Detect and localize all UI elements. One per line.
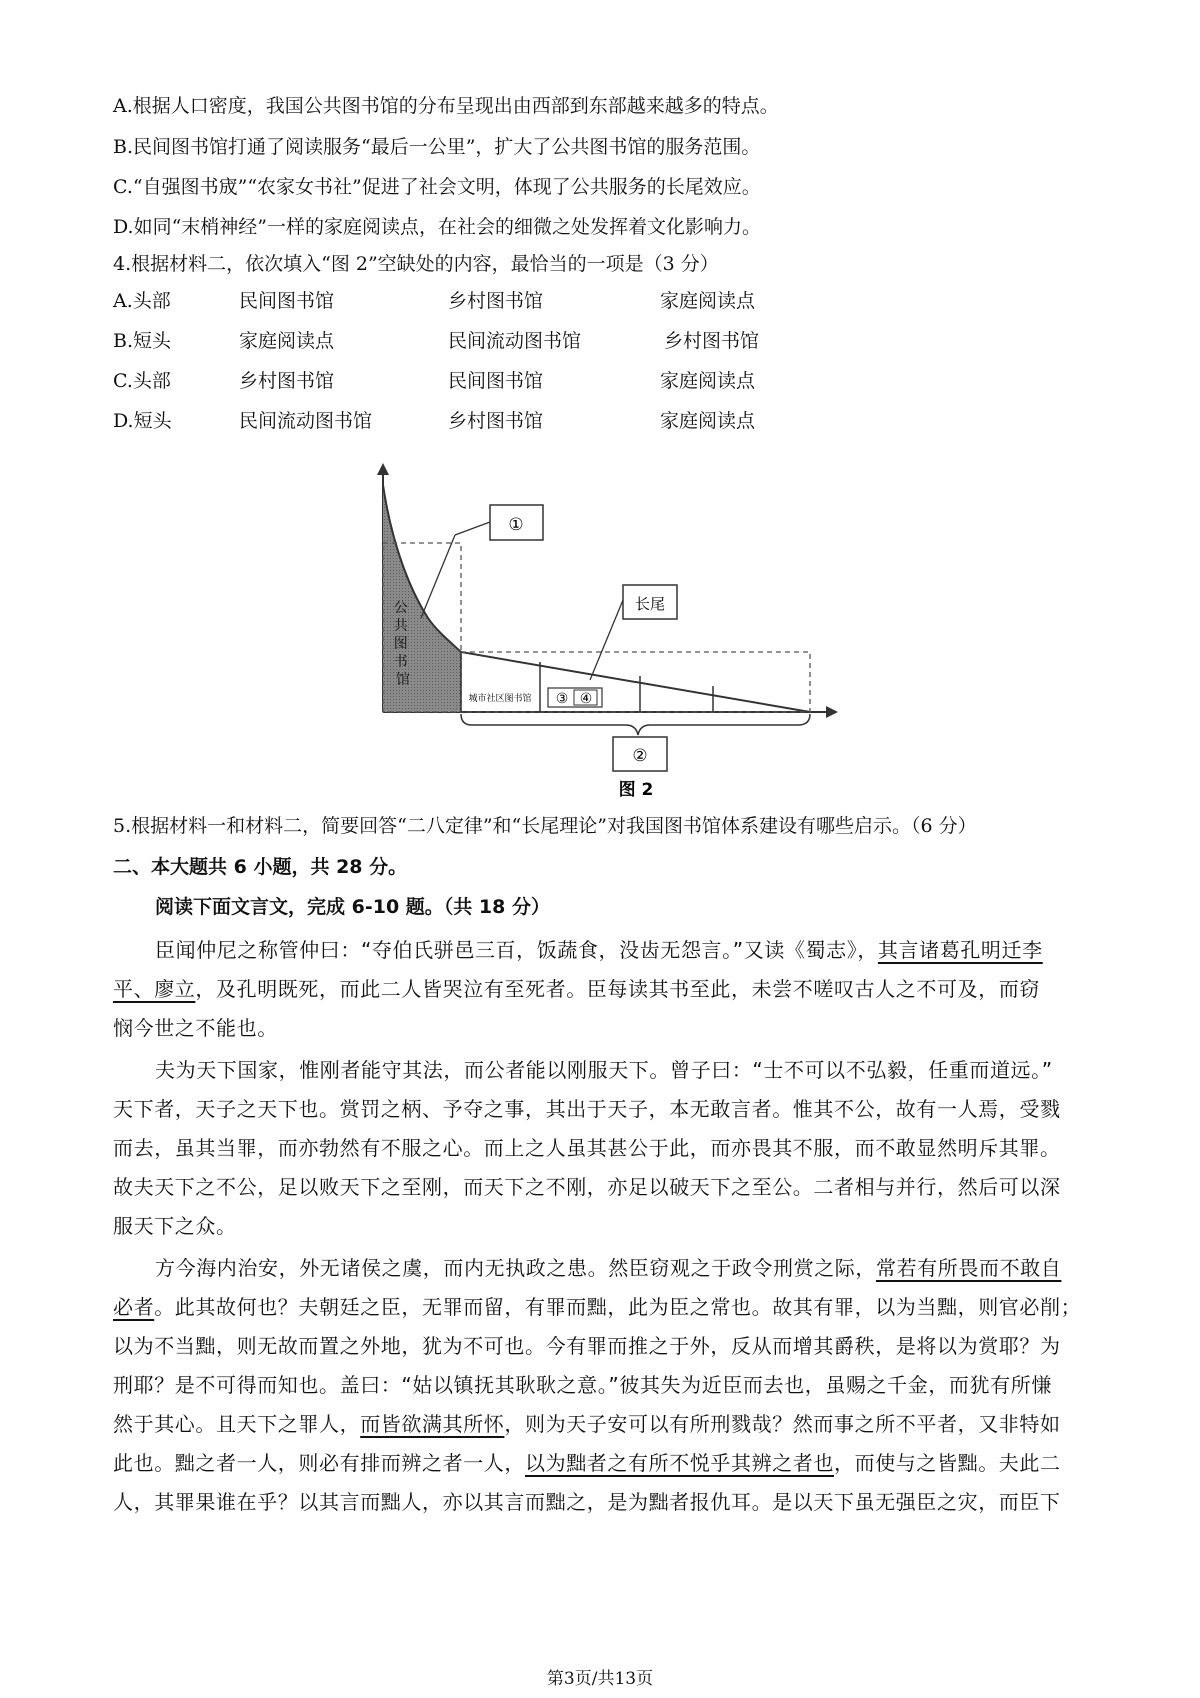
passage-text: 天下者，天子之天下也。赏罚之柄、予夺之事，其出于天子，本无敢言者。惟其不公，故有一人焉，受戮	[113, 1097, 1061, 1121]
blank-box-4-label: ④	[579, 691, 593, 707]
pointer-line	[421, 535, 455, 618]
figure-2-long-tail-diagram	[0, 0, 1200, 800]
q4-option-cell: 乡村图书馆	[448, 410, 544, 432]
passage-line	[113, 1444, 1101, 1483]
passage-text: ，则为天子安可以有所刑戮哉？然而事之所不平者，又非特如	[504, 1412, 1061, 1436]
page-number: 第3页/共13页	[546, 1669, 654, 1689]
option-3c: C.“自强图书宬”“农家女书社”促进了社会文明，体现了公共服务的长尾效应。	[113, 176, 761, 198]
q4-option-cell: 民间图书馆	[448, 370, 544, 392]
underlined-phrase: 而皆欲满其所怀	[360, 1412, 505, 1436]
passage-text: 臣闻仲尼之称管仲曰：“夺伯氏骈邑三百，饭蔬食，没齿无怨言。”又读《蜀志》，	[155, 938, 878, 962]
passage-text: 夫为天下国家，惟刚者能守其法，而公者能以刚服天下。曾子曰：“士不可以不弘毅，任重而道远。”	[155, 1058, 1053, 1082]
q4-option-label: B.短头	[113, 330, 172, 352]
passage-text: 此也。黜之者一人，则必有排而辨之者一人，	[113, 1451, 525, 1475]
q4-option-cell: 乡村图书馆	[448, 290, 544, 312]
community-library-label: 城市社区图书馆	[468, 694, 532, 704]
passage-text: 然于其心。且天下之罪人，	[113, 1412, 361, 1436]
q4-option-label: D.短头	[113, 410, 172, 432]
passage-line	[113, 1249, 1101, 1288]
section-2-instruction: 阅读下面文言文，完成 6-10 题。（共 18 分）	[155, 896, 550, 918]
passage-text: 人，其罪果谁在乎？以其言而黜人，亦以其言而黜之，是为黜者报仇耳。是以天下虽无强臣之灾，而臣下	[113, 1490, 1061, 1514]
public-library-char: 馆	[396, 672, 410, 688]
underlined-phrase: 以为黜者之有所不悦乎其辨之者也	[525, 1451, 834, 1475]
passage-paragraph-3	[113, 1249, 1101, 1522]
passage-line	[113, 1009, 1101, 1048]
option-3d: D.如同“末梢神经”一样的家庭阅读点，在社会的细微之处发挥着文化影响力。	[113, 216, 762, 238]
y-axis-arrow	[377, 463, 389, 475]
question-4-stem: 4.根据材料二，依次填入“图 2”空缺处的内容，最恰当的一项是（3 分）	[113, 253, 719, 275]
long-tail-label: 长尾	[634, 595, 666, 613]
public-library-label	[394, 600, 412, 688]
passage-text: ，及孔明既死，而此二人皆哭泣有至死者。臣每读其书至此，未尝不嗟叹古人之不可及，而窃	[195, 977, 1041, 1001]
blank-box-1-label: ①	[508, 515, 524, 535]
question-5: 5.根据材料一和材料二，简要回答“二八定律”和“长尾理论”对我国图书馆体系建设有哪些启示。（6 分）	[113, 815, 977, 837]
passage-line	[113, 1090, 1101, 1129]
section-2-heading: 二、本大题共 6 小题，共 28 分。	[113, 856, 408, 878]
passage-line	[113, 1327, 1101, 1366]
q4-option-cell: 乡村图书馆	[239, 370, 335, 392]
x-axis-arrow	[826, 706, 838, 718]
passage-paragraph-1	[113, 931, 1101, 1048]
q4-option-cell: 民间流动图书馆	[239, 410, 373, 432]
passage-line	[113, 931, 1101, 970]
blank-box-2-label: ②	[632, 746, 648, 766]
pointer-line	[455, 522, 490, 535]
q4-option-cell: 家庭阅读点	[660, 410, 756, 432]
public-library-char: 共	[393, 618, 408, 634]
public-library-char: 公	[393, 600, 408, 616]
q4-option-cell: 民间图书馆	[239, 290, 335, 312]
passage-line	[113, 1366, 1101, 1405]
passage-text: 故夫天下之不公，足以败天下之至刚，而天下之不刚，亦足以破天下之至公。二者相与并行，然后可以深	[113, 1175, 1061, 1199]
q4-option-cell: 家庭阅读点	[660, 370, 756, 392]
passage-text: ，而使与之皆黜。夫此二	[834, 1451, 1061, 1475]
passage-text: 以为不当黜，则无故而置之外地，犹为不可也。今有罪而推之于外，反从而增其爵秩，是将以为赏耶？为	[113, 1334, 1061, 1358]
passage-line	[113, 1288, 1101, 1327]
passage-line	[113, 1129, 1101, 1168]
passage-text: 。此其故何也？夫朝廷之臣，无罪而留，有罪而黜，此为臣之常也。故其有罪，以为当黜，则官必削；	[154, 1295, 1082, 1319]
passage-paragraph-2	[113, 1051, 1101, 1246]
passage-text: 方今海内治安，外无诸侯之虞，而内无执政之患。然臣窃观之于政令刑赏之际，	[155, 1256, 876, 1280]
blank-box-3-label: ③	[555, 691, 569, 707]
q4-option-label: A.头部	[113, 290, 171, 312]
q4-option-cell: 民间流动图书馆	[448, 330, 582, 352]
tail-brace	[461, 714, 810, 735]
public-library-char: 图	[393, 636, 408, 652]
underlined-phrase: 平、廖立	[113, 977, 196, 1001]
public-library-char: 书	[393, 654, 408, 670]
q4-option-cell: 乡村图书馆	[664, 330, 760, 352]
passage-line	[113, 1051, 1101, 1090]
underlined-phrase: 常若有所畏而不敢自	[876, 1256, 1062, 1280]
option-3b: B.民间图书馆打通了阅读服务“最后一公里”，扩大了公共图书馆的服务范围。	[113, 136, 761, 158]
passage-line	[113, 1483, 1101, 1522]
passage-line	[113, 970, 1101, 1009]
passage-text: 悯今世之不能也。	[113, 1016, 278, 1040]
q4-option-cell: 家庭阅读点	[660, 290, 756, 312]
passage-text: 服天下之众。	[113, 1214, 237, 1238]
underlined-phrase: 其言诸葛孔明迁李	[877, 938, 1043, 962]
option-3a: A.根据人口密度，我国公共图书馆的分布呈现出由西部到东部越来越多的特点。	[113, 95, 779, 117]
underlined-phrase: 必者	[113, 1295, 155, 1319]
q4-option-cell: 家庭阅读点	[239, 330, 335, 352]
figure-caption: 图 2	[618, 780, 654, 800]
pointer-line	[590, 600, 623, 680]
passage-text: 而去，虽其当罪，而亦勃然有不服之心。而上之人虽其甚公于此，而亦畏其不服，而不敢显然明斥其罪。	[113, 1136, 1061, 1160]
passage-line	[113, 1207, 1101, 1246]
q4-option-label: C.头部	[113, 370, 171, 392]
passage-text: 刑耶？是不可得而知也。盖曰：“姑以镇抚其耿耿之意。”彼其失为近臣而去也，虽赐之千金，而犹有所慊	[113, 1373, 1052, 1397]
passage-line	[113, 1405, 1101, 1444]
passage-line	[113, 1168, 1101, 1207]
